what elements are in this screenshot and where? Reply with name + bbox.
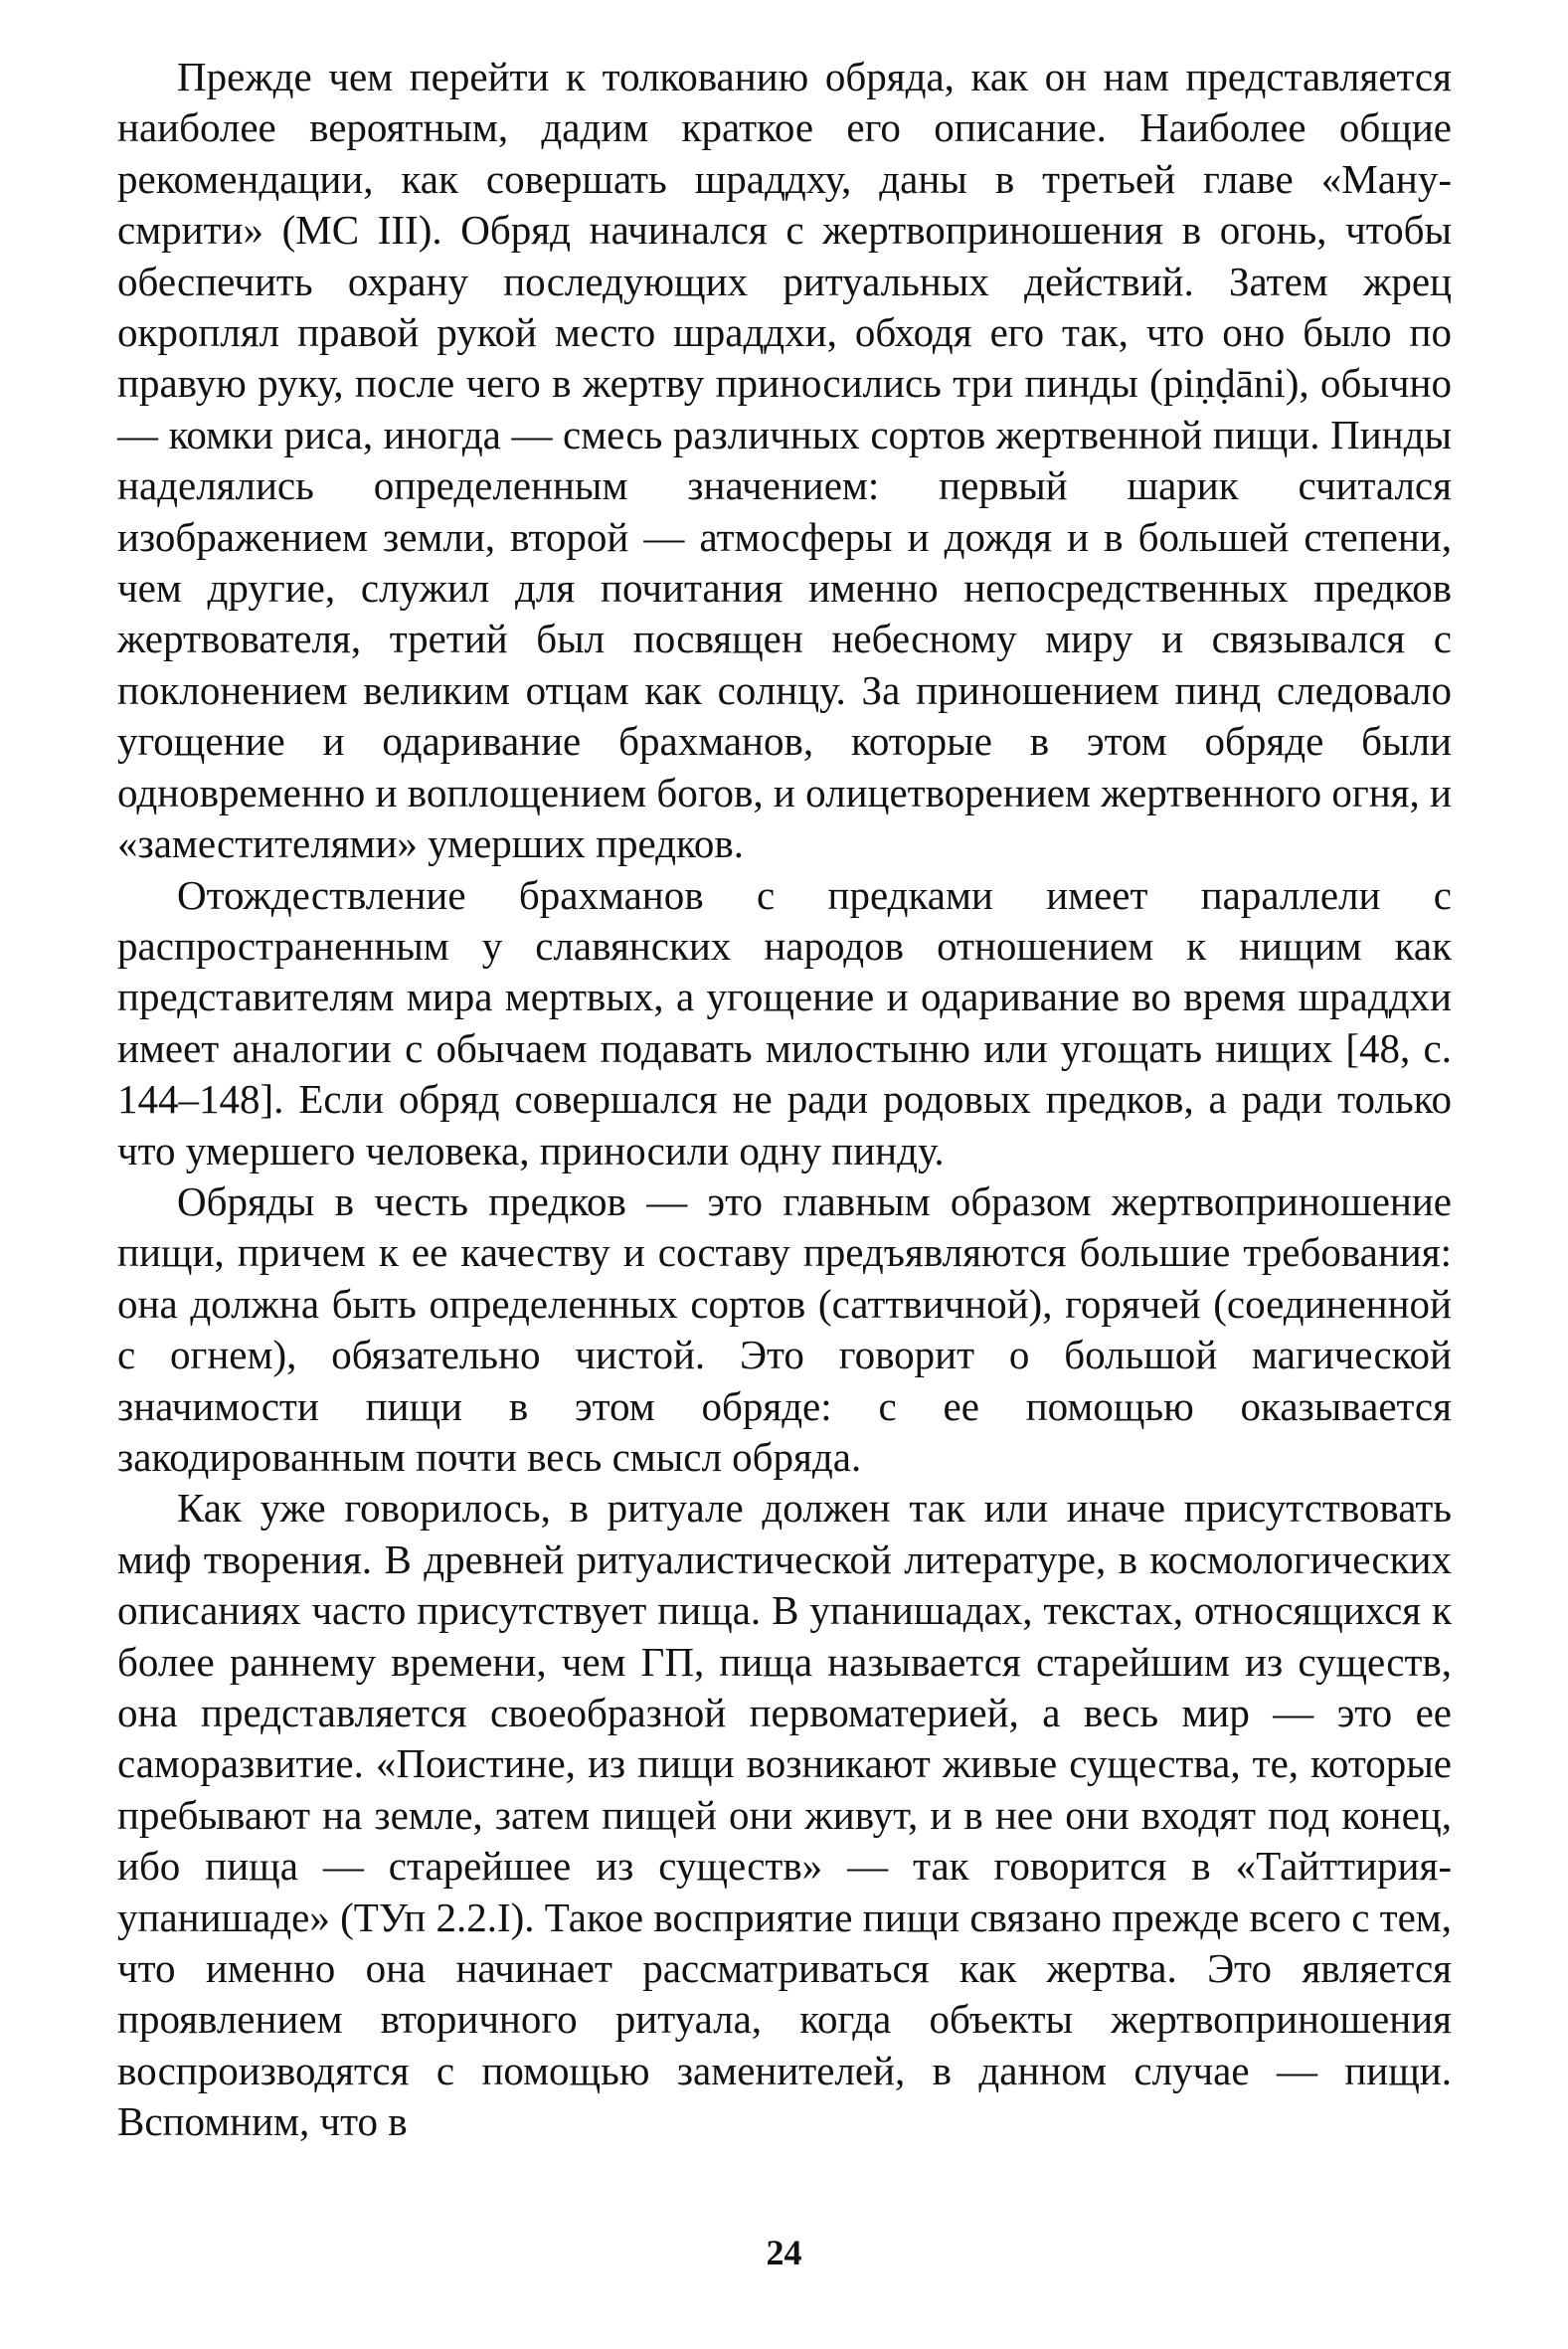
paragraph-3: Обряды в честь предков — это главным образом жертвоприношение пищи, причем к ее качеству и составу предъявляются большие требования: она должна быть определенных сортов (саттвичной), горячей (соединенной с огнем), обязательно чистой. Это говорит о большой магической значимости пищи в этом обряде: с ее помощью оказывается закодированным почти весь смысл обряда. xyxy=(117,1177,1452,1480)
paragraph-2: Отождествление брахманов с предками имеет параллели с распространенным у славянских народов отношением к нищим как представителям мира мертвых, а угощение и одаривание во время шраддхи имеет аналогии с обычаем подавать милостыню или угощать нищих [48, с. 144–148]. Если обряд совершался не ради родовых предков, а ради только что умершего человека, приносили одну пинду. xyxy=(117,871,1452,1174)
document-page xyxy=(117,52,1452,2289)
paragraph-4: Как уже говорилось, в ритуале должен так или иначе присутствовать миф творения. В древней ритуалистической литературе, в космологических описаниях часто присутствует пища. В упанишадах, текстах, относящихся к более раннему времени, чем ГП, пища называется старейшим из существ, она представляется своеобразной первоматерией, а весь мир — это ее саморазвитие. «Поистине, из пищи возникают живые существа, те, которые пребывают на земле, затем пищей они живут, и в нее они входят под конец, ибо пища — старейшее из существ» — так говорится в «Тайттирия-упанишаде» (ТУп 2.2.I). Такое восприятие пищи связано прежде всего с тем, что именно она начинает рассматриваться как жертва. Это является проявлением вторичного ритуала, когда объекты жертвоприношения воспроизводятся с помощью заменителей, в данном случае — пищи. Вспомним, что в xyxy=(117,1485,1452,2145)
paragraph-1: Прежде чем перейти к толкованию обряда, как он нам представляется наиболее вероятным, дадим краткое его описание. Наиболее общие рекомендации, как совершать шраддху, даны в третьей главе «Ману-смрити» (МС III). Обряд начинался с жертвоприношения в огонь, чтобы обеспечить охрану последующих ритуальных действий. Затем жрец окроплял правой рукой место шраддхи, обходя его так, что оно было по правую руку, после чего в жертву приносились три пинды (piṇḍāni), обычно — комки риса, иногда — смесь различных сортов жертвенной пищи. Пинды наделялись определенным значением: первый шарик считался изображением земли, второй — атмосферы и дождя и в большей степени, чем другие, служил для почитания именно непосредственных предков жертвователя, третий был посвящен небесному миру и связывался с поклонением великим отцам как солнцу. За приношением пинд следовало угощение и одаривание брахманов, которые в этом обряде были одновременно и воплощением богов, и олицетворением жертвенного огня, и «заместителями» умерших предков. xyxy=(117,54,1452,867)
page-number: 24 xyxy=(766,2233,802,2272)
